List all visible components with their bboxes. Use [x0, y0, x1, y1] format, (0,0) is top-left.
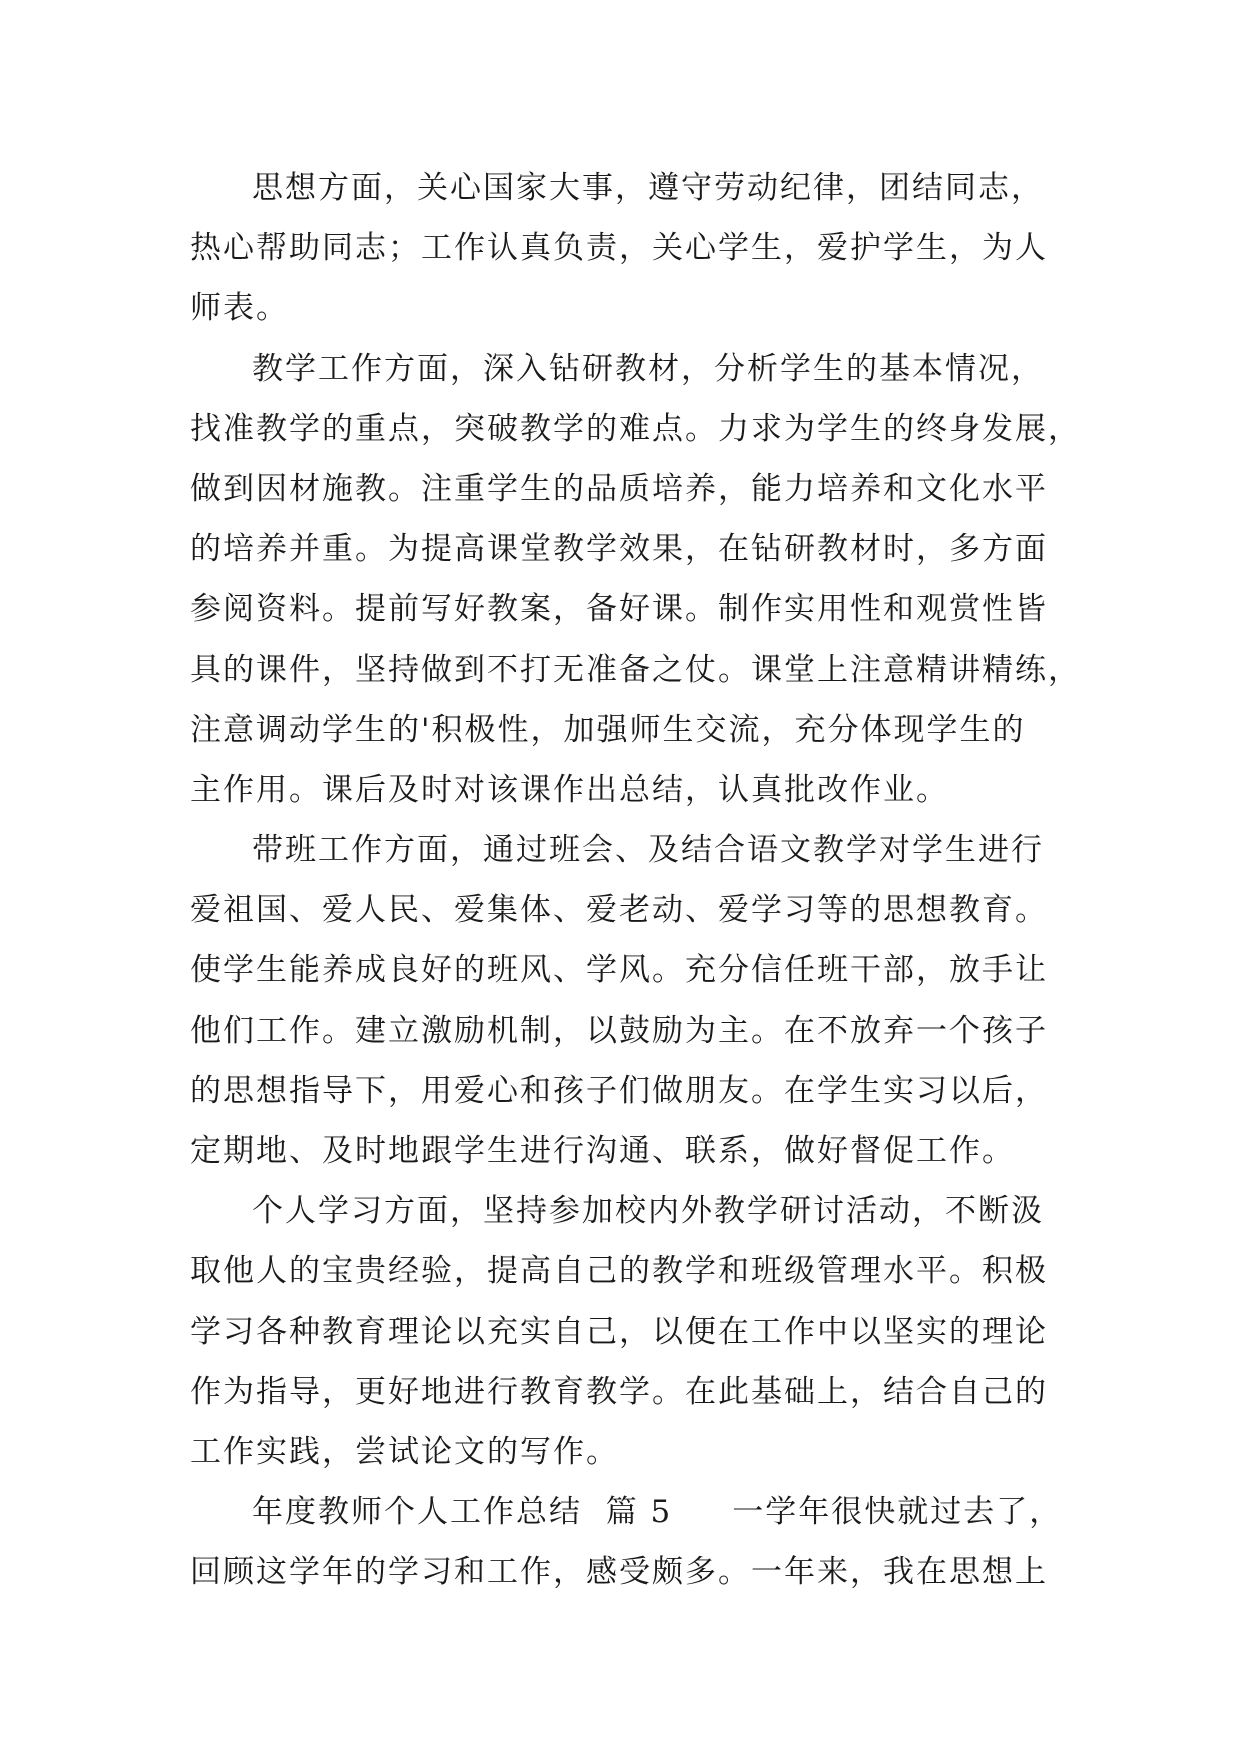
- section-heading: 年度教师个人工作总结 篇 5: [252, 1494, 673, 1531]
- text-line: 学习各种教育理论以充实自己，以便在工作中以坚实的理论: [190, 1313, 1048, 1350]
- paragraph-section-5: [190, 1482, 1070, 1602]
- paragraph-personal-study: [190, 1181, 1070, 1482]
- text-line: 带班工作方面，通过班会、及结合语文教学对学生进行: [252, 832, 1044, 869]
- text-line: [190, 1482, 1070, 1542]
- text-line: 师表。: [190, 290, 289, 327]
- text-line: 使学生能养成良好的班风、学风。充分信任班干部，放手让: [190, 952, 1048, 989]
- text-line: 作为指导，更好地进行教育教学。在此基础上，结合自己的: [190, 1373, 1048, 1410]
- section-first-line: 一学年很快就过去了，: [732, 1494, 1063, 1531]
- text-line: 教学工作方面，深入钻研教材，分析学生的基本情况，: [252, 350, 1044, 387]
- text-line: 主作用。课后及时对该课作出总结，认真批改作业。: [190, 771, 949, 808]
- paragraph-class-management: [190, 820, 1070, 1181]
- paragraph-teaching: [190, 339, 1081, 821]
- text-line: 工作实践，尝试论文的写作。: [190, 1433, 619, 1470]
- text-line: 具的课件，坚持做到不打无准备之仗。课堂上注意精讲精练，: [190, 651, 1081, 688]
- text-line: 回顾这学年的学习和工作，感受颇多。一年来，我在思想上: [190, 1554, 1048, 1591]
- text-line: 热心帮助同志；工作认真负责，关心学生，爱护学生，为人: [190, 230, 1048, 267]
- text-line: 思想方面，关心国家大事，遵守劳动纪律，团结同志，: [252, 170, 1044, 206]
- text-line: 定期地、及时地跟学生进行沟通、联系，做好督促工作。: [190, 1133, 1015, 1169]
- text-line: 做到因材施教。注重学生的品质培养，能力培养和文化水平: [190, 470, 1048, 507]
- text-line: 注意调动学生的'积极性，加强师生交流，充分体现学生的: [190, 711, 1026, 748]
- paragraph-ideology: [190, 158, 1070, 339]
- text-line: 的培养并重。为提高课堂教学效果，在钻研教材时，多方面: [190, 531, 1048, 568]
- document-body: [190, 158, 1081, 1603]
- text-line: 找准教学的重点，突破教学的难点。力求为学生的终身发展，: [190, 410, 1081, 447]
- text-line: 取他人的宝贵经验，提高自己的教学和班级管理水平。积极: [190, 1253, 1048, 1290]
- text-line: 个人学习方面，坚持参加校内外教学研讨活动，不断汲: [252, 1193, 1044, 1230]
- text-line: 的思想指导下，用爱心和孩子们做朋友。在学生实习以后，: [190, 1072, 1048, 1109]
- text-line: 参阅资料。提前写好教案，备好课。制作实用性和观赏性皆: [190, 591, 1048, 628]
- text-line: 他们工作。建立激励机制，以鼓励为主。在不放弃一个孩子: [190, 1012, 1048, 1049]
- text-line: 爱祖国、爱人民、爱集体、爱老动、爱学习等的思想教育。: [190, 892, 1048, 929]
